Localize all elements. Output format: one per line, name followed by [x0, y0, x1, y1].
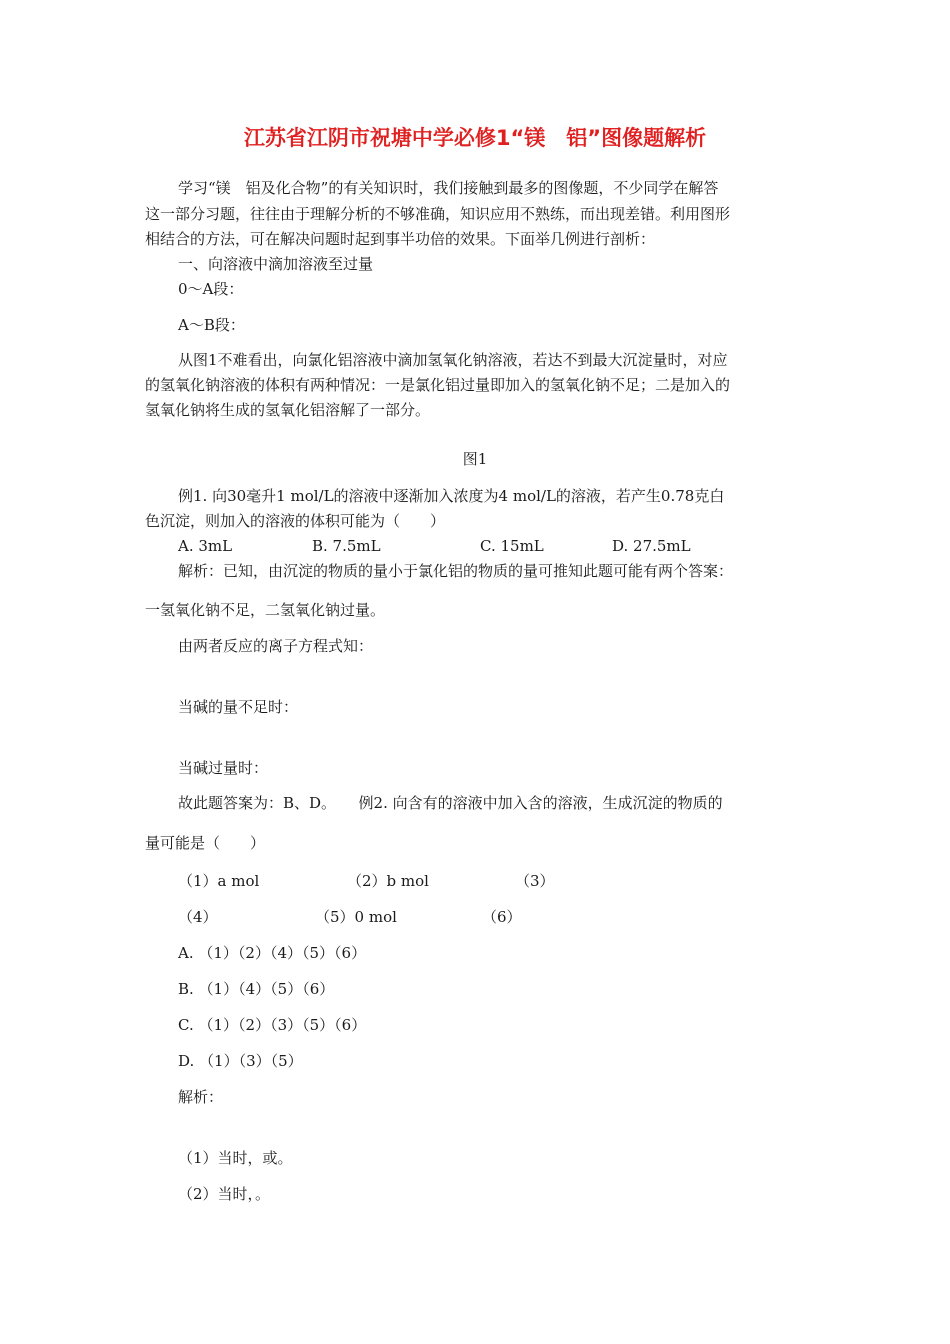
case-1: （1）当时，或。 [178, 1149, 293, 1167]
case-2: （2）当时，。 [178, 1185, 271, 1203]
intro-line-3: 相结合的方法，可在解决问题时起到事半功倍的效果。下面举几例进行剖析： [145, 230, 656, 248]
section-heading: 一、向溶液中滴加溶液至过量 [178, 255, 374, 273]
segment-0a: 0～A段： [178, 280, 244, 298]
analysis-line-3: 氢氧化钠将生成的氢氧化铝溶解了一部分。 [145, 401, 431, 419]
page-title: 江苏省江阴市祝塘中学必修1“镁 铝”图像题解析 [243, 126, 707, 150]
answer-and-example2: 故此题答案为：B、D。 例2. 向含有的溶液中加入含的溶液，生成沉淀的物质的 [178, 794, 723, 812]
ionic-equation-intro: 由两者反应的离子方程式知： [178, 637, 374, 655]
segment-ab: A～B段： [178, 316, 245, 334]
ex2-item-4: （4） [178, 908, 218, 926]
option-b: B. 7.5mL [312, 537, 381, 555]
figure-caption: 图1 [462, 450, 488, 468]
ex2-item-1: （1）a mol [178, 872, 260, 890]
intro-line-2: 这一部分习题，往往由于理解分析的不够准确，知识应用不熟练，而出现差错。利用图形 [145, 205, 731, 223]
ex2-choice-b: B. （1）（4）（5）（6） [178, 980, 335, 998]
ex2-choice-a: A. （1）（2）（4）（5）（6） [178, 944, 367, 962]
intro-line-1: 学习“镁 铝及化合物”的有关知识时，我们接触到最多的图像题，不少同学在解答 [178, 179, 719, 197]
analysis-line-2: 的氢氧化钠溶液的体积有两种情况：一是氯化铝过量即加入的氢氧化钠不足；二是加入的 [145, 376, 731, 394]
example1-line-2: 色沉淀，则加入的溶液的体积可能为（ ） [145, 512, 446, 530]
option-a: A. 3mL [178, 537, 233, 555]
ex2-item-5: （5）0 mol [315, 908, 397, 926]
jiexi1-cont: 一氢氧化钠不足，二氢氧化钠过量。 [145, 601, 386, 619]
jiexi1: 解析：已知，由沉淀的物质的量小于氯化铝的物质的量可推知此题可能有两个答案： [178, 562, 734, 580]
ex2-choice-d: D. （1）（3）（5） [178, 1052, 303, 1070]
ex2-choice-c: C. （1）（2）（3）（5）（6） [178, 1016, 367, 1034]
example2-cont: 量可能是（ ） [145, 834, 266, 852]
jiexi2: 解析： [178, 1088, 224, 1106]
base-insufficient: 当碱的量不足时： [178, 698, 299, 716]
ex2-item-6: （6） [482, 908, 522, 926]
base-excess: 当碱过量时： [178, 759, 269, 777]
option-d: D. 27.5mL [612, 537, 691, 555]
option-c: C. 15mL [480, 537, 544, 555]
ex2-item-2: （2）b mol [347, 872, 429, 890]
analysis-line-1: 从图1不难看出，向氯化铝溶液中滴加氢氧化钠溶液，若达不到最大沉淀量时，对应 [178, 351, 728, 369]
example1-line-1: 例1. 向30毫升1 mol/L的溶液中逐渐加入浓度为4 mol/L的溶液，若产生0.78克白 [178, 487, 725, 505]
ex2-item-3: （3） [515, 872, 555, 890]
